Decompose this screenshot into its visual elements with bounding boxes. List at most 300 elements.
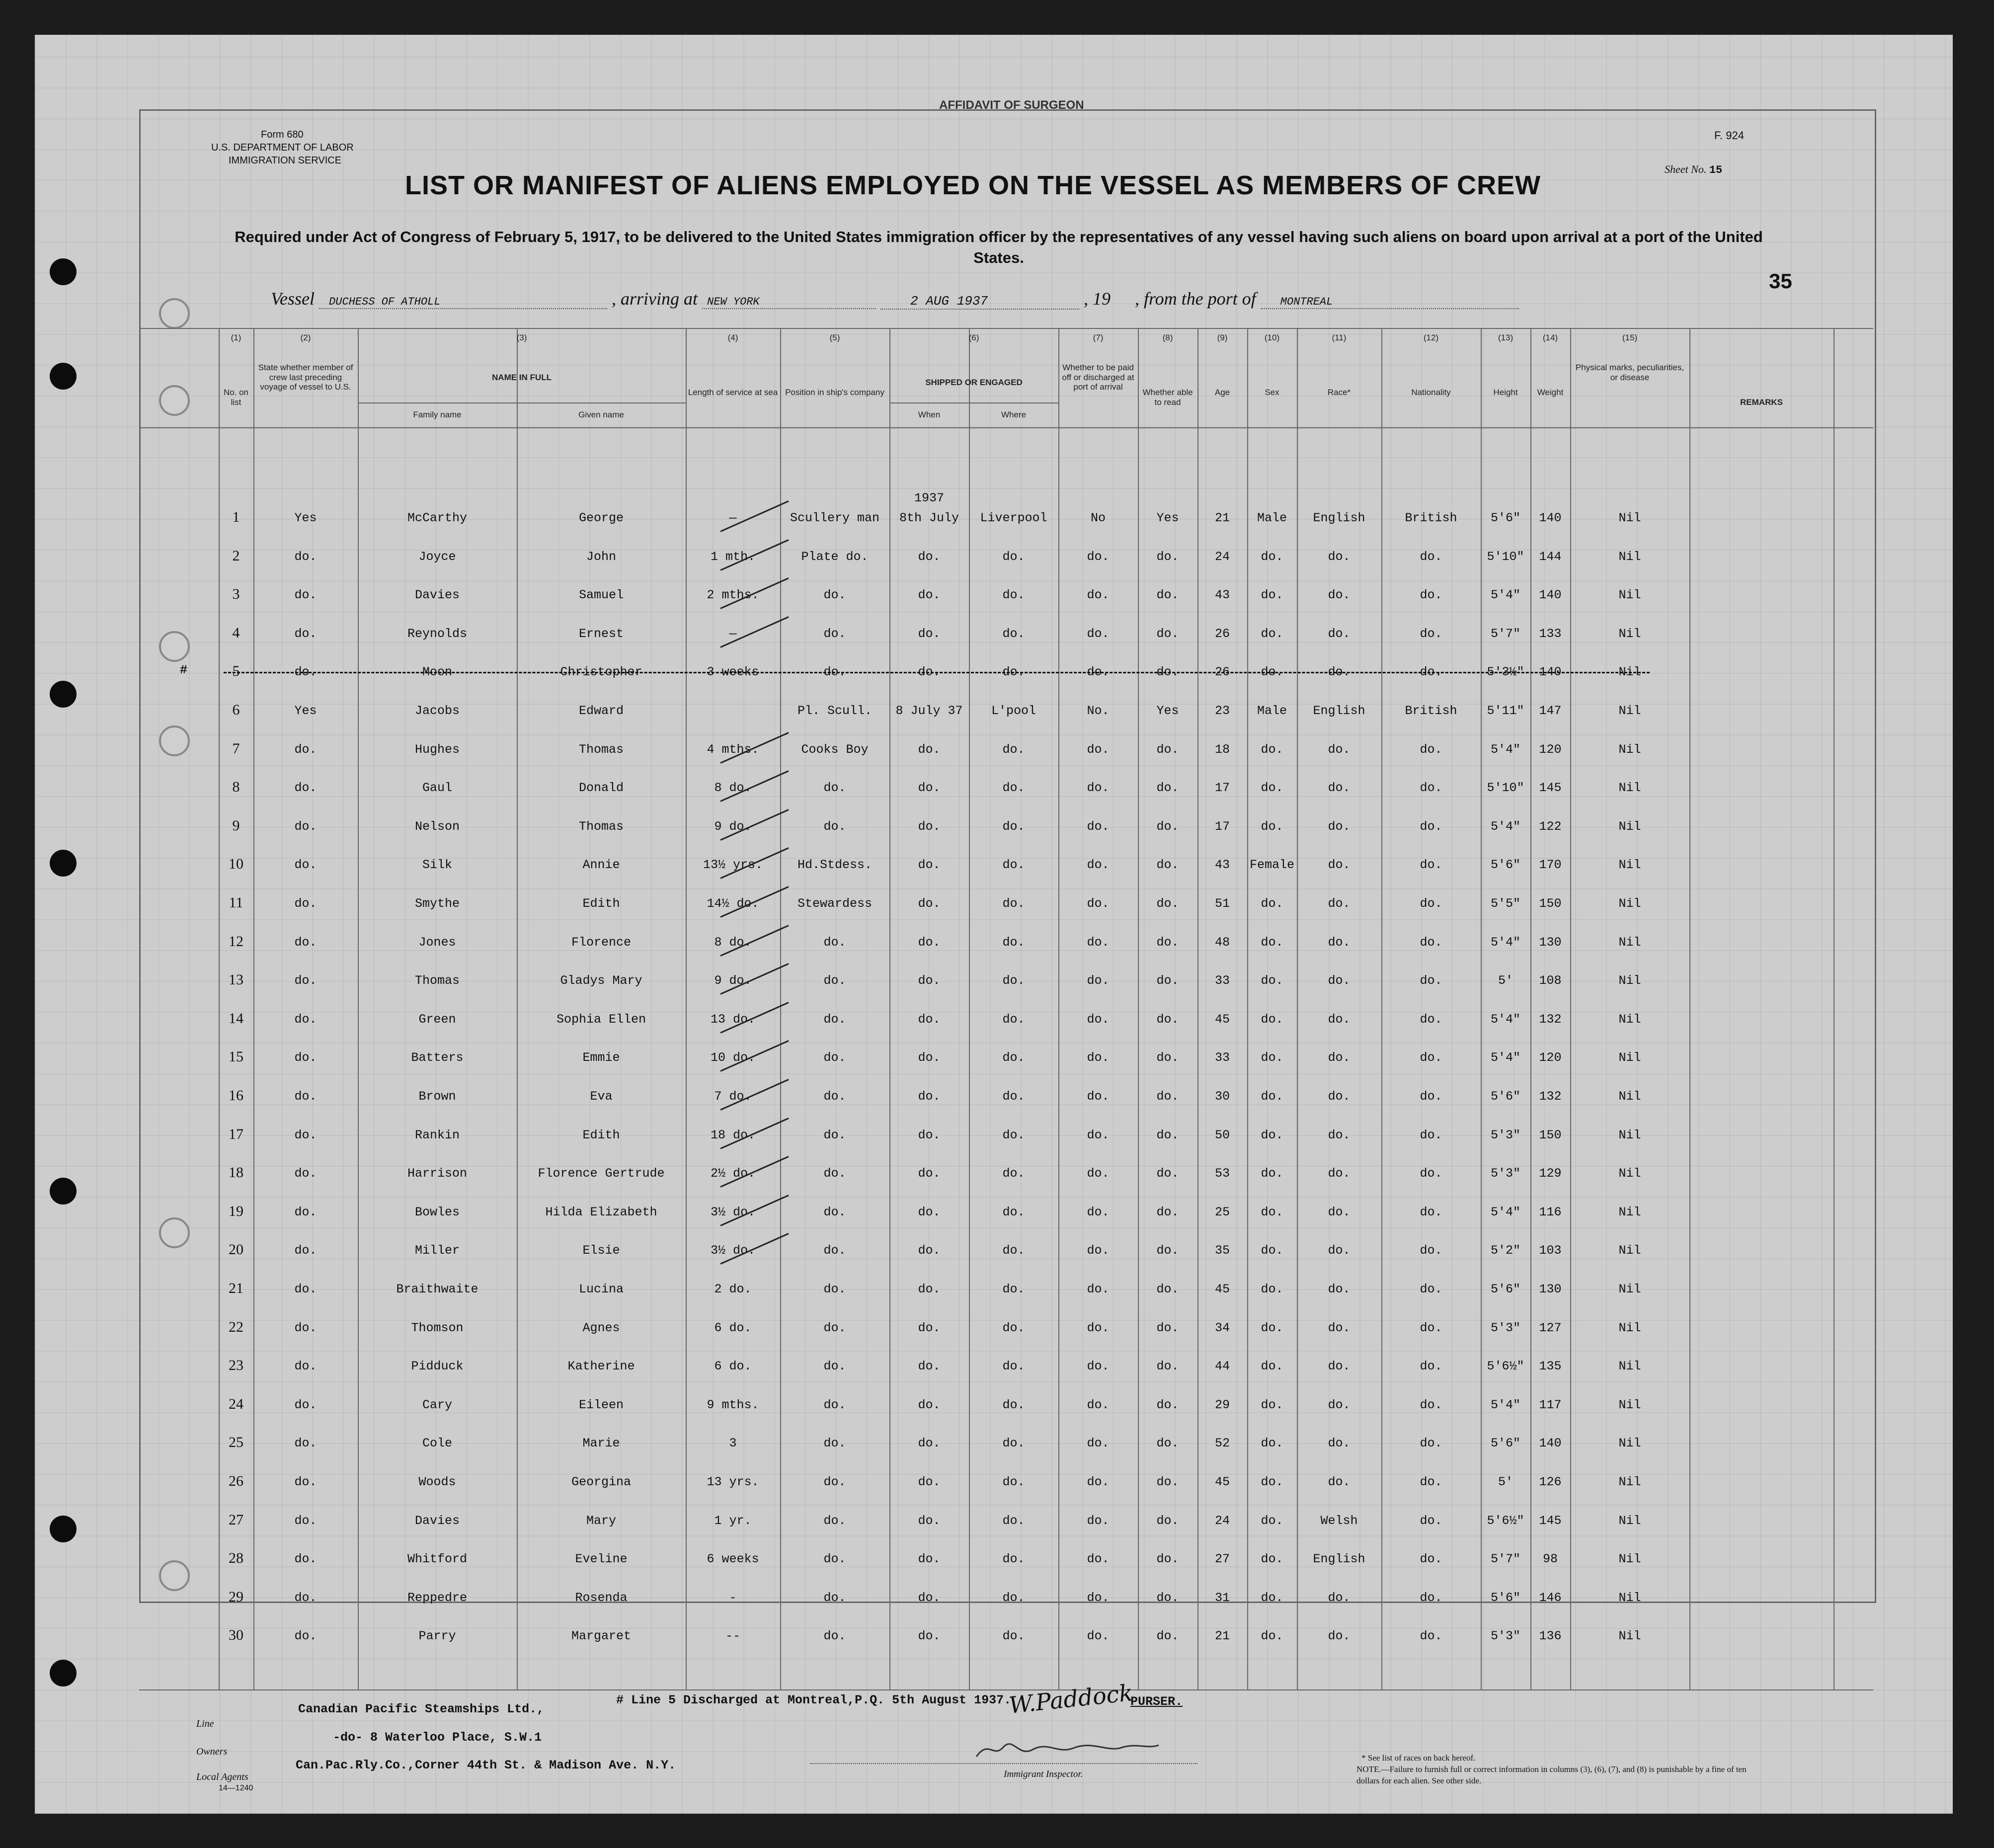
table-cell: 5'7" bbox=[1490, 1552, 1520, 1567]
column-subheader: Where bbox=[1001, 410, 1027, 419]
table-cell: 133 bbox=[1539, 626, 1562, 641]
table-cell: 130 bbox=[1539, 935, 1562, 950]
table-cell: 5'4" bbox=[1490, 935, 1520, 950]
vessel-name: DUCHESS OF ATHOLL bbox=[319, 296, 607, 309]
table-cell: 2½ do. bbox=[710, 1166, 755, 1181]
table-cell: do. bbox=[1087, 1050, 1110, 1065]
column-subheader: Given name bbox=[578, 410, 624, 419]
table-cell: Batters bbox=[411, 1050, 464, 1065]
table-cell: 145 bbox=[1539, 781, 1562, 796]
table-cell: do. bbox=[1420, 665, 1442, 680]
table-cell: Nil bbox=[1618, 1050, 1641, 1065]
table-cell: do. bbox=[823, 1359, 846, 1374]
table-cell: do. bbox=[1156, 858, 1179, 873]
table-cell: Whitford bbox=[407, 1552, 468, 1567]
table-cell: do. bbox=[823, 973, 846, 988]
table-cell: do. bbox=[1156, 781, 1179, 796]
table-cell: do. bbox=[1156, 1243, 1179, 1258]
table-cell: 140 bbox=[1539, 511, 1562, 525]
table-cell: 5'10" bbox=[1487, 781, 1524, 796]
table-cell: 31 bbox=[1214, 1590, 1230, 1605]
table-cell: do. bbox=[1328, 935, 1351, 950]
table-cell: do. bbox=[294, 1089, 317, 1104]
table-cell: Nil bbox=[1618, 1436, 1641, 1451]
table-cell: do. bbox=[823, 1436, 846, 1451]
table-cell: 33 bbox=[1214, 973, 1230, 988]
print-code: 14—1240 bbox=[219, 1784, 253, 1792]
table-cell: Edith bbox=[582, 1127, 620, 1142]
table-cell: 7 do. bbox=[714, 1089, 752, 1104]
table-cell: do. bbox=[294, 781, 317, 796]
table-cell: 5 bbox=[232, 663, 240, 680]
table-cell: do. bbox=[1328, 1629, 1351, 1644]
table-cell: do. bbox=[1156, 1166, 1179, 1181]
table-cell: 8 do. bbox=[714, 935, 752, 950]
table-cell: Hilda Elizabeth bbox=[545, 1205, 657, 1219]
page-number: 35 bbox=[1769, 269, 1792, 293]
table-cell: Nil bbox=[1618, 1590, 1641, 1605]
column-number: (3) bbox=[516, 333, 527, 342]
sheet-label: Sheet No. bbox=[1665, 163, 1707, 175]
table-cell: Georgina bbox=[571, 1475, 632, 1489]
signature-icon bbox=[974, 1734, 1163, 1764]
table-cell: do. bbox=[1420, 896, 1442, 911]
table-cell: 24 bbox=[1214, 1513, 1230, 1528]
table-cell: 9 do. bbox=[714, 819, 752, 834]
table-cell: 6 do. bbox=[714, 1320, 752, 1335]
table-cell: do. bbox=[1156, 896, 1179, 911]
table-cell: do. bbox=[1328, 1590, 1351, 1605]
table-cell: do. bbox=[1328, 665, 1351, 680]
table-cell: do. bbox=[1328, 1397, 1351, 1412]
table-cell: do. bbox=[294, 896, 317, 911]
table-cell: do. bbox=[1328, 819, 1351, 834]
table-cell: do. bbox=[1420, 819, 1442, 834]
table-cell: do. bbox=[1328, 549, 1351, 564]
table-cell: 33 bbox=[1214, 1050, 1230, 1065]
table-cell: do. bbox=[1087, 1089, 1110, 1104]
row-rule bbox=[139, 1689, 1873, 1690]
table-cell: do. bbox=[294, 1436, 317, 1451]
table-cell: do. bbox=[1261, 1552, 1283, 1567]
table-cell: Florence bbox=[571, 935, 632, 950]
table-cell: do. bbox=[1002, 1513, 1025, 1528]
table-cell: Nil bbox=[1618, 1359, 1641, 1374]
table-cell: Reppedre bbox=[407, 1590, 468, 1605]
table-cell: do. bbox=[918, 588, 941, 603]
table-cell: Pl. Scull. bbox=[797, 704, 873, 718]
table-cell: do. bbox=[1002, 1012, 1025, 1027]
table-cell: do. bbox=[294, 1282, 317, 1296]
table-cell: Nil bbox=[1618, 588, 1641, 603]
table-cell: do. bbox=[918, 819, 941, 834]
table-cell: do. bbox=[1420, 1320, 1442, 1335]
table-cell: do. bbox=[1156, 819, 1179, 834]
table-cell: Jacobs bbox=[414, 704, 460, 718]
table-cell: do. bbox=[823, 665, 846, 680]
table-cell: 16 bbox=[229, 1087, 243, 1104]
table-cell: do. bbox=[1087, 858, 1110, 873]
table-cell: 3½ do. bbox=[710, 1243, 755, 1258]
column-header: REMARKS bbox=[1740, 398, 1783, 407]
table-cell: do. bbox=[1261, 1397, 1283, 1412]
table-cell: 132 bbox=[1539, 1089, 1562, 1104]
table-cell: do. bbox=[823, 1397, 846, 1412]
table-cell: do. bbox=[1328, 858, 1351, 873]
table-cell: 150 bbox=[1539, 1127, 1562, 1142]
table-cell: 35 bbox=[1214, 1243, 1230, 1258]
table-cell: 25 bbox=[1214, 1205, 1230, 1219]
table-cell: 127 bbox=[1539, 1320, 1562, 1335]
table-cell: 29 bbox=[229, 1588, 243, 1605]
table-cell: Yes bbox=[294, 704, 317, 718]
table-cell: 5'6" bbox=[1490, 1282, 1520, 1296]
table-cell: 136 bbox=[1539, 1629, 1562, 1644]
table-cell: Nil bbox=[1618, 1513, 1641, 1528]
table-cell: 17 bbox=[1214, 819, 1230, 834]
table-cell: 6 do. bbox=[714, 1359, 752, 1374]
table-cell: do. bbox=[1261, 1050, 1283, 1065]
table-cell: do. bbox=[1328, 1475, 1351, 1489]
table-cell: do. bbox=[918, 1012, 941, 1027]
table-cell: do. bbox=[1156, 1436, 1179, 1451]
table-cell: 103 bbox=[1539, 1243, 1562, 1258]
column-number: (4) bbox=[727, 333, 738, 342]
table-cell: Female bbox=[1249, 858, 1294, 873]
year-label: , 19 bbox=[1084, 289, 1111, 309]
table-cell: do. bbox=[918, 1089, 941, 1104]
table-cell: Nil bbox=[1618, 1397, 1641, 1412]
table-cell: Reynolds bbox=[407, 626, 468, 641]
table-cell: do. bbox=[1420, 742, 1442, 757]
table-cell: No. bbox=[1087, 704, 1110, 718]
table-cell: do. bbox=[823, 819, 846, 834]
table-cell: 45 bbox=[1214, 1475, 1230, 1489]
table-cell: — bbox=[729, 511, 737, 525]
table-cell: Male bbox=[1257, 511, 1287, 525]
table-cell: Emmie bbox=[582, 1050, 620, 1065]
table-cell: 10 bbox=[229, 856, 243, 873]
table-cell: do. bbox=[1261, 819, 1283, 834]
table-cell: do. bbox=[1002, 1475, 1025, 1489]
table-cell: do. bbox=[918, 1436, 941, 1451]
table-cell: do. bbox=[918, 1282, 941, 1296]
table-cell: Nil bbox=[1618, 511, 1641, 525]
table-cell: do. bbox=[1261, 588, 1283, 603]
table-cell: do. bbox=[823, 1629, 846, 1644]
table-cell: Gaul bbox=[422, 781, 452, 796]
column-number: (1) bbox=[231, 333, 241, 342]
table-cell: do. bbox=[1420, 935, 1442, 950]
table-cell: do. bbox=[1420, 1205, 1442, 1219]
table-cell: Christopher bbox=[560, 665, 642, 680]
table-cell: 27 bbox=[229, 1511, 243, 1528]
row-rule bbox=[889, 402, 1058, 403]
table-cell: 1 bbox=[232, 509, 240, 525]
table-cell: do. bbox=[1002, 626, 1025, 641]
table-cell: do. bbox=[294, 973, 317, 988]
table-cell: Parry bbox=[418, 1629, 456, 1644]
table-cell: Katherine bbox=[567, 1359, 635, 1374]
table-cell: 116 bbox=[1539, 1205, 1562, 1219]
table-cell: do. bbox=[918, 1590, 941, 1605]
table-cell: Nil bbox=[1618, 1012, 1641, 1027]
shipped-year: 1937 bbox=[914, 491, 944, 505]
table-cell: Ernest bbox=[578, 626, 624, 641]
table-cell: do. bbox=[294, 1359, 317, 1374]
table-cell: English bbox=[1313, 704, 1365, 718]
table-cell: do. bbox=[1156, 973, 1179, 988]
table-cell: Nil bbox=[1618, 896, 1641, 911]
table-cell: McCarthy bbox=[407, 511, 468, 525]
table-cell: 9 bbox=[232, 817, 240, 834]
table-cell: do. bbox=[823, 1012, 846, 1027]
table-cell: 28 bbox=[229, 1550, 243, 1567]
table-cell: do. bbox=[823, 1475, 846, 1489]
table-cell: Donald bbox=[578, 781, 624, 796]
column-header: Whether to be paid off or discharged at port of arrival bbox=[1062, 363, 1134, 392]
table-cell: do. bbox=[1002, 665, 1025, 680]
table-cell: 108 bbox=[1539, 973, 1562, 988]
table-cell: do. bbox=[918, 1243, 941, 1258]
inspector-label: Immigrant Inspector. bbox=[1004, 1769, 1083, 1779]
table-cell: Yes bbox=[294, 511, 317, 525]
table-cell: 5'6" bbox=[1490, 1436, 1520, 1451]
table-cell: Rosenda bbox=[575, 1590, 628, 1605]
table-cell: do. bbox=[823, 1243, 846, 1258]
table-cell: 5'4" bbox=[1490, 1397, 1520, 1412]
inspector-signature-scrawl bbox=[974, 1734, 1163, 1764]
table-cell: do. bbox=[1087, 665, 1110, 680]
table-cell: - bbox=[729, 1590, 737, 1605]
table-cell: Green bbox=[418, 1012, 456, 1027]
table-cell: 5'5" bbox=[1490, 896, 1520, 911]
table-cell: Edith bbox=[582, 896, 620, 911]
table-cell: 43 bbox=[1214, 858, 1230, 873]
table-cell: do. bbox=[1156, 549, 1179, 564]
table-cell: Nil bbox=[1618, 1243, 1641, 1258]
table-cell: -- bbox=[725, 1629, 740, 1644]
table-cell: 2 bbox=[232, 547, 240, 564]
table-cell: do. bbox=[1087, 626, 1110, 641]
table-cell: 18 do. bbox=[710, 1127, 755, 1142]
table-cell: 18 bbox=[1214, 742, 1230, 757]
table-cell: do. bbox=[1087, 896, 1110, 911]
table-cell: 23 bbox=[1214, 704, 1230, 718]
table-cell: 5'3½" bbox=[1487, 665, 1524, 680]
table-cell: 2 mths. bbox=[707, 588, 759, 603]
table-cell: do. bbox=[294, 1397, 317, 1412]
column-number: (5) bbox=[829, 333, 840, 342]
table-cell: 5'6" bbox=[1490, 1089, 1520, 1104]
table-cell: 140 bbox=[1539, 588, 1562, 603]
table-cell: do. bbox=[294, 1166, 317, 1181]
struck-row-marker: # bbox=[180, 663, 188, 678]
table-cell: do. bbox=[1087, 973, 1110, 988]
table-cell: do. bbox=[1420, 626, 1442, 641]
table-cell: 5'3" bbox=[1490, 1127, 1520, 1142]
table-cell: do. bbox=[918, 935, 941, 950]
table-cell: do. bbox=[1420, 1552, 1442, 1567]
table-cell: do. bbox=[1420, 1436, 1442, 1451]
table-cell: do. bbox=[1420, 1359, 1442, 1374]
table-cell: 5'6½" bbox=[1487, 1359, 1524, 1374]
table-cell: 21 bbox=[229, 1280, 243, 1296]
table-cell: do. bbox=[1087, 1397, 1110, 1412]
form-number: Form 680 bbox=[261, 129, 304, 140]
table-cell: Miller bbox=[414, 1243, 460, 1258]
column-subheader: Family name bbox=[413, 410, 462, 419]
table-cell: 117 bbox=[1539, 1397, 1562, 1412]
table-cell: 8 bbox=[232, 779, 240, 796]
table-cell: do. bbox=[1002, 819, 1025, 834]
table-cell: 50 bbox=[1214, 1127, 1230, 1142]
table-cell: do. bbox=[1420, 1012, 1442, 1027]
table-cell: do. bbox=[918, 1320, 941, 1335]
table-cell: do. bbox=[294, 1127, 317, 1142]
table-cell: do. bbox=[294, 1050, 317, 1065]
table-cell: 9 do. bbox=[714, 973, 752, 988]
table-cell: 23 bbox=[229, 1357, 243, 1374]
table-cell: do. bbox=[823, 781, 846, 796]
table-cell: do. bbox=[1261, 1205, 1283, 1219]
table-cell: do. bbox=[1420, 1629, 1442, 1644]
table-cell: do. bbox=[918, 549, 941, 564]
line-label: Line bbox=[196, 1718, 214, 1729]
table-cell: 13 yrs. bbox=[707, 1475, 759, 1489]
column-header: Whether able to read bbox=[1142, 388, 1193, 407]
table-cell: 9 mths. bbox=[707, 1397, 759, 1412]
table-cell: do. bbox=[1087, 1320, 1110, 1335]
table-cell: do. bbox=[918, 1552, 941, 1567]
column-subheader: When bbox=[918, 410, 941, 419]
table-cell: do. bbox=[918, 1475, 941, 1489]
table-cell: 144 bbox=[1539, 549, 1562, 564]
table-cell: do. bbox=[1328, 588, 1351, 603]
table-cell: do. bbox=[1002, 1320, 1025, 1335]
table-cell: do. bbox=[823, 1205, 846, 1219]
table-cell: Elsie bbox=[582, 1243, 620, 1258]
table-cell: 5'4" bbox=[1490, 742, 1520, 757]
table-cell: do. bbox=[1087, 1436, 1110, 1451]
table-cell: English bbox=[1313, 1552, 1365, 1567]
table-cell: do. bbox=[1328, 1243, 1351, 1258]
table-cell: do. bbox=[294, 1012, 317, 1027]
table-cell: 34 bbox=[1214, 1320, 1230, 1335]
table-cell: Male bbox=[1257, 704, 1287, 718]
table-cell: 5'6" bbox=[1490, 1590, 1520, 1605]
table-cell: 19 bbox=[229, 1203, 243, 1219]
table-cell: do. bbox=[1087, 742, 1110, 757]
column-header: Age bbox=[1214, 388, 1230, 397]
table-cell: do. bbox=[1002, 1089, 1025, 1104]
table-cell: do. bbox=[294, 1552, 317, 1567]
table-cell: 20 bbox=[229, 1241, 243, 1258]
table-cell: do. bbox=[1261, 1089, 1283, 1104]
table-cell: do. bbox=[294, 1243, 317, 1258]
table-cell: 14 bbox=[229, 1010, 243, 1027]
table-cell: 5' bbox=[1498, 973, 1513, 988]
column-header: No. on list bbox=[223, 388, 249, 407]
table-cell: do. bbox=[1328, 896, 1351, 911]
table-cell: Nil bbox=[1618, 1127, 1641, 1142]
table-cell: Hd.Stdess. bbox=[797, 858, 873, 873]
table-cell: 129 bbox=[1539, 1166, 1562, 1181]
column-header: Length of service at sea bbox=[688, 388, 778, 397]
table-cell: do. bbox=[1156, 935, 1179, 950]
table-cell: do. bbox=[823, 1089, 846, 1104]
table-cell: do. bbox=[1002, 858, 1025, 873]
table-cell: do. bbox=[1328, 1359, 1351, 1374]
table-cell: do. bbox=[1002, 1205, 1025, 1219]
table-cell: 5'4" bbox=[1490, 588, 1520, 603]
f-number: F. 924 bbox=[1714, 129, 1744, 142]
table-cell: do. bbox=[294, 858, 317, 873]
table-cell: do. bbox=[1156, 588, 1179, 603]
table-cell: George bbox=[578, 511, 624, 525]
table-cell: do. bbox=[1261, 626, 1283, 641]
table-cell: do. bbox=[918, 665, 941, 680]
table-cell: 147 bbox=[1539, 704, 1562, 718]
table-cell: 14½ do. bbox=[707, 896, 759, 911]
table-cell: Hughes bbox=[414, 742, 460, 757]
table-cell: do. bbox=[918, 1166, 941, 1181]
purser-signature: W.Paddock bbox=[1007, 1679, 1134, 1719]
table-cell: Nil bbox=[1618, 1475, 1641, 1489]
table-cell: do. bbox=[1087, 819, 1110, 834]
table-cell: do. bbox=[823, 935, 846, 950]
table-cell: do. bbox=[918, 1205, 941, 1219]
table-cell: 13½ yrs. bbox=[703, 858, 763, 873]
table-cell: do. bbox=[1087, 588, 1110, 603]
table-cell: do. bbox=[1420, 1050, 1442, 1065]
table-cell: do. bbox=[1087, 1282, 1110, 1296]
table-cell: do. bbox=[1261, 1475, 1283, 1489]
table-cell: do. bbox=[1420, 1475, 1442, 1489]
table-cell: do. bbox=[1002, 742, 1025, 757]
table-cell: do. bbox=[918, 626, 941, 641]
table-cell: do. bbox=[918, 1513, 941, 1528]
table-cell: do. bbox=[1002, 1629, 1025, 1644]
table-cell: do. bbox=[1156, 665, 1179, 680]
column-number: (12) bbox=[1423, 333, 1439, 342]
table-cell: do. bbox=[294, 1475, 317, 1489]
table-cell: 5'4" bbox=[1490, 1012, 1520, 1027]
crew-table bbox=[35, 35, 1953, 1814]
table-cell: do. bbox=[1002, 588, 1025, 603]
races-note: * See list of races on back hereof. bbox=[1361, 1753, 1476, 1763]
table-cell: 4 bbox=[232, 624, 240, 641]
table-cell: do. bbox=[918, 1629, 941, 1644]
table-cell: 25 bbox=[229, 1434, 243, 1451]
table-cell: do. bbox=[823, 588, 846, 603]
table-cell: do. bbox=[918, 973, 941, 988]
table-cell: do. bbox=[1087, 1127, 1110, 1142]
table-cell: 18 bbox=[229, 1164, 243, 1181]
table-cell: do. bbox=[1156, 1012, 1179, 1027]
table-cell: 8 July 37 bbox=[895, 704, 963, 718]
table-cell: 22 bbox=[229, 1318, 243, 1335]
table-cell: do. bbox=[1087, 1552, 1110, 1567]
table-cell: 120 bbox=[1539, 742, 1562, 757]
table-cell: do. bbox=[1261, 665, 1283, 680]
table-cell: do. bbox=[1261, 1320, 1283, 1335]
column-number: (13) bbox=[1498, 333, 1514, 342]
table-cell: do. bbox=[1087, 935, 1110, 950]
table-cell: Cary bbox=[422, 1397, 452, 1412]
column-header: NAME IN FULL bbox=[492, 373, 552, 382]
table-cell: 140 bbox=[1539, 665, 1562, 680]
